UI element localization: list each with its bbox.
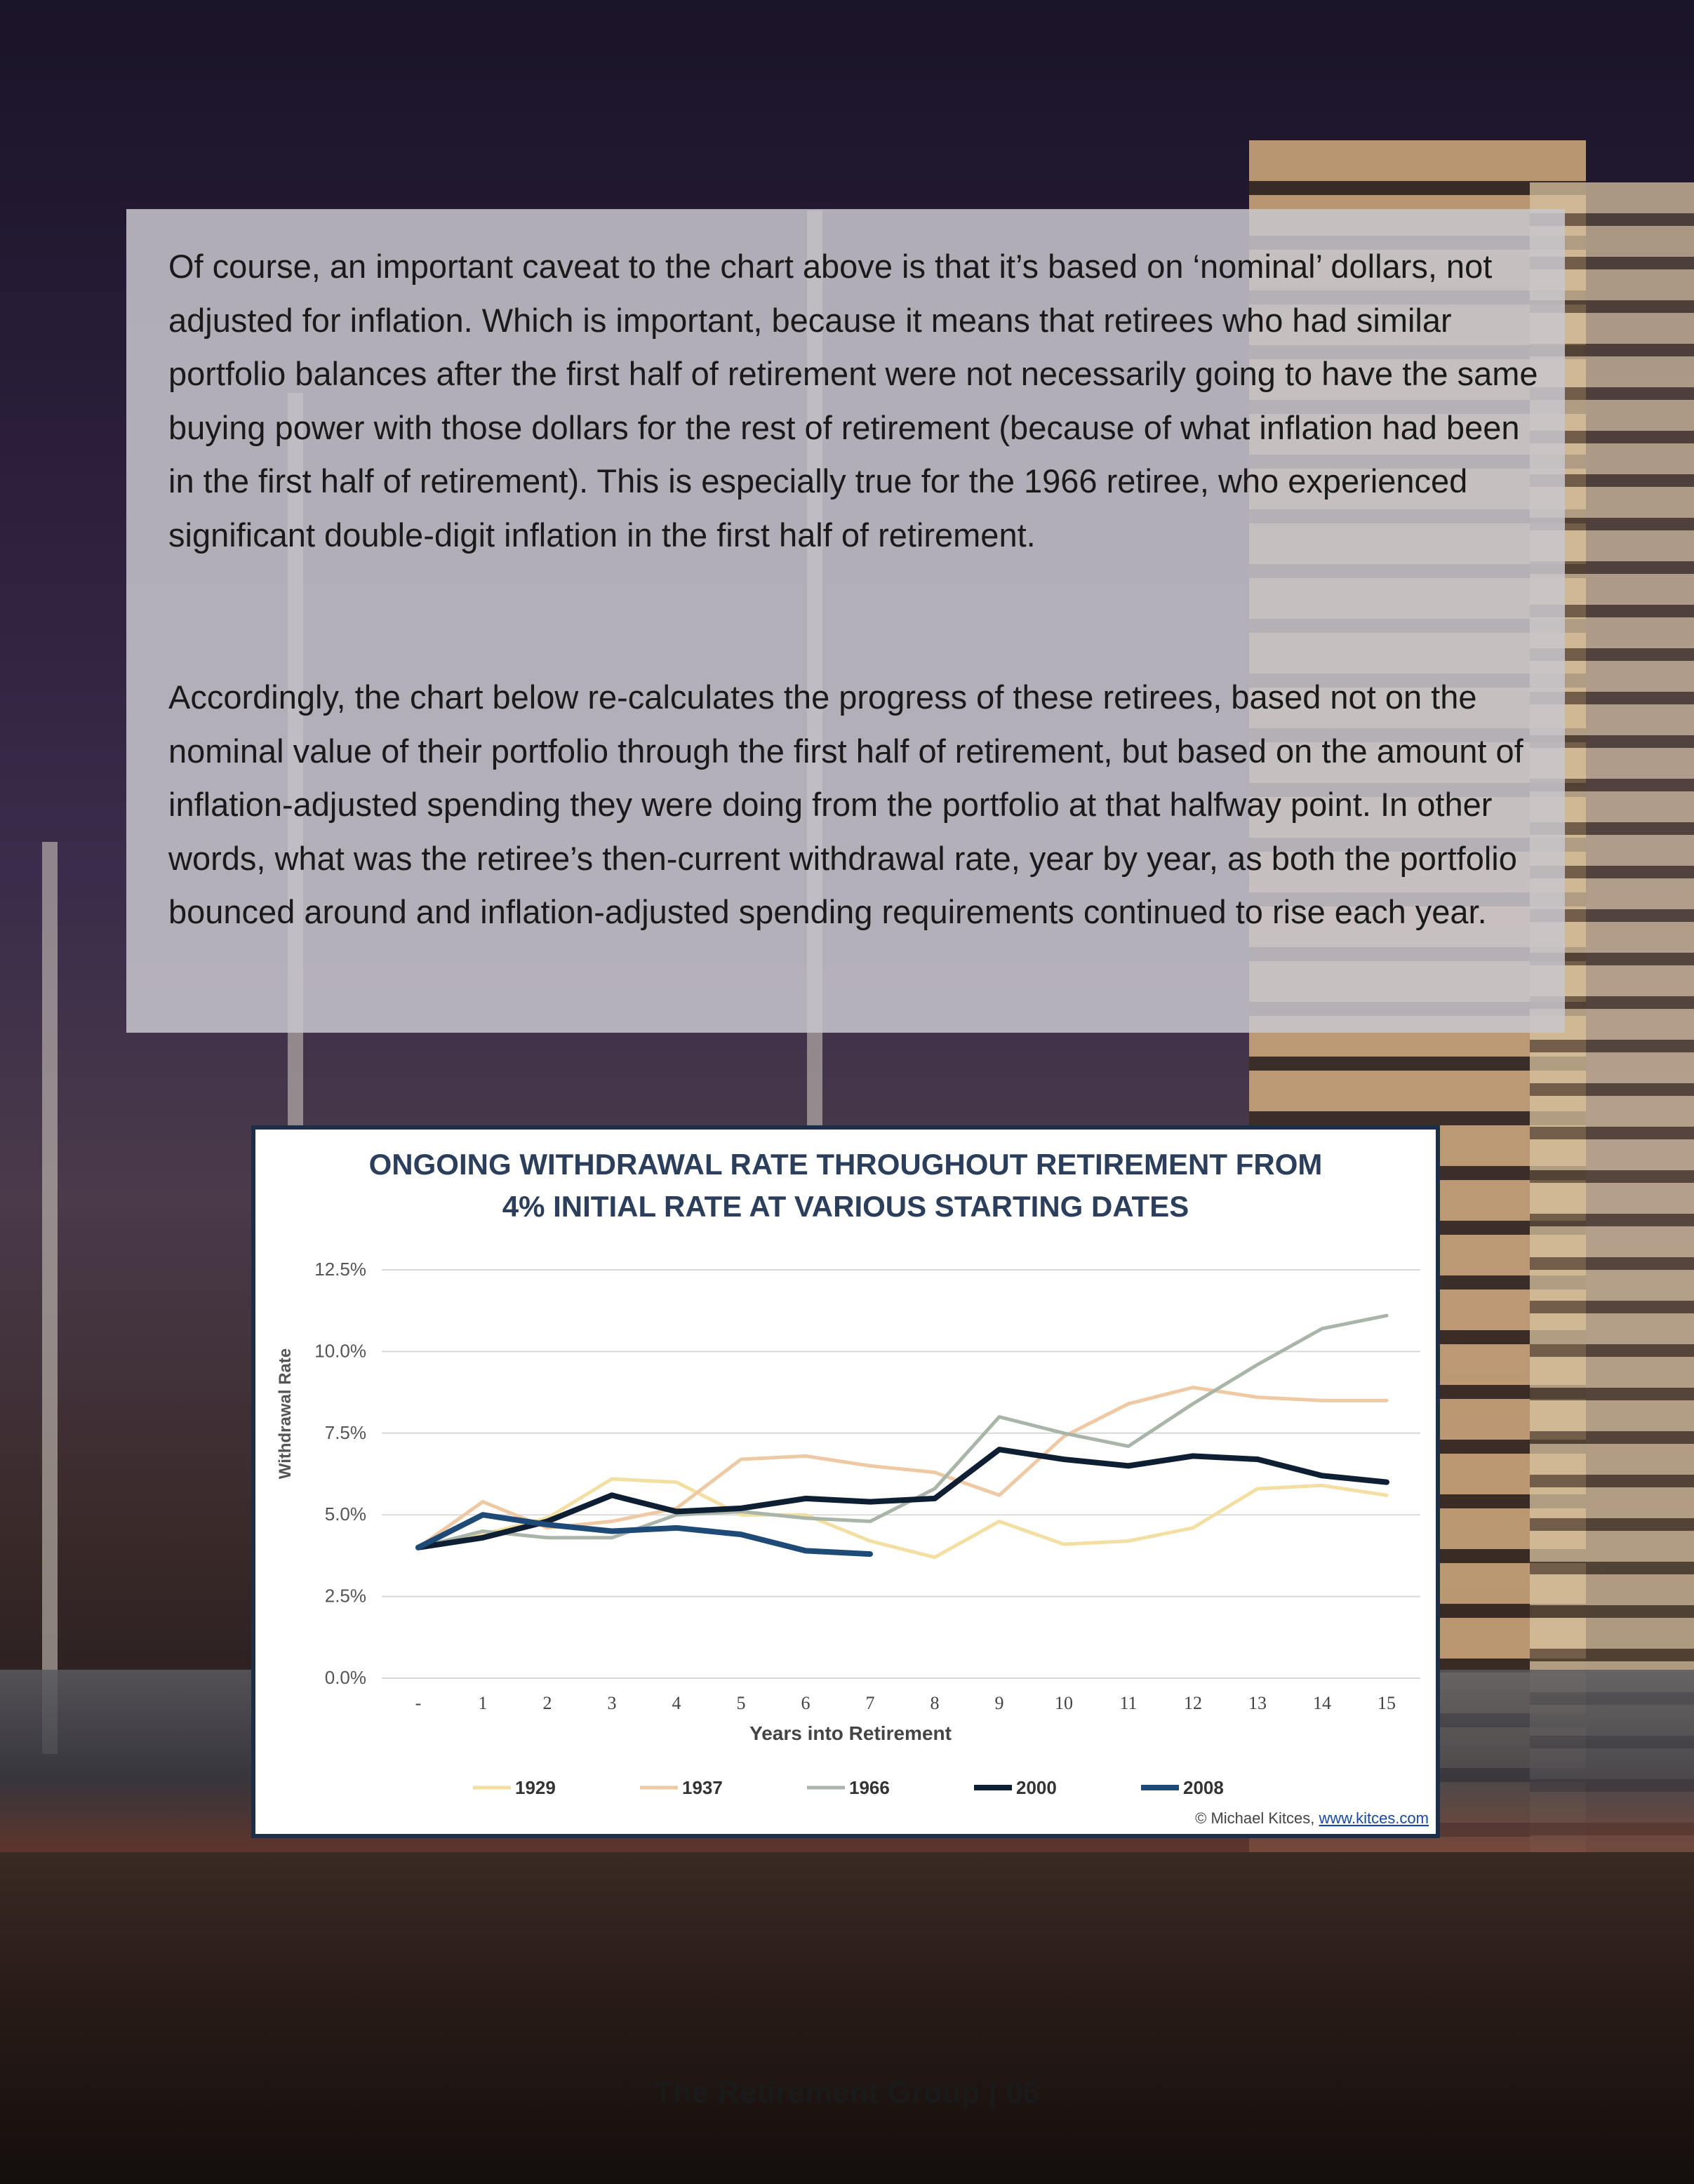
harbor-water [0,1852,1694,2184]
legend-label-1929: 1929 [515,1777,556,1798]
chart-frame [251,1125,1440,1838]
series-line-1929 [418,1479,1387,1557]
legend-label-1937: 1937 [682,1777,723,1798]
x-tick-label: 4 [672,1693,681,1713]
x-tick-label: 5 [736,1693,746,1713]
y-tick-label: 10.0% [314,1340,366,1362]
legend-label-1966: 1966 [849,1777,890,1798]
x-tick-label: 13 [1248,1693,1267,1713]
x-tick-label: 14 [1313,1693,1331,1713]
x-tick-label: 15 [1378,1693,1396,1713]
ship-mast [42,842,58,1754]
y-axis-label: Withdrawal Rate [276,1348,295,1480]
paragraph: Accordingly, the chart below re-calculates the progress of these retirees, based not on the nominal value of their portfolio through the first half of retirement, but based on the amount of inflation-adjusted spending they were doing from the portfolio at that halfway point. In other words, what was the retiree’s then-current withdrawal rate, year by year, as both the portfolio bounced around and inflation-adjusted spending requirements continued to rise each year. [168,678,1523,930]
x-tick-label: 3 [607,1693,617,1713]
credit-prefix: © Michael Kitces, [1195,1809,1319,1827]
chart-title: 4% INITIAL RATE AT VARIOUS STARTING DATES [502,1190,1189,1223]
legend-label-2008: 2008 [1183,1777,1224,1798]
chart-credit [1195,1809,1429,1827]
x-tick-label: 8 [930,1693,940,1713]
x-axis-label: Years into Retirement [749,1722,952,1744]
y-tick-label: 12.5% [314,1259,366,1280]
x-tick-label: 7 [865,1693,875,1713]
text-panel [126,209,1565,1033]
withdrawal-rate-chart [255,1130,1436,1834]
x-tick-label: 2 [542,1693,552,1713]
y-tick-label: 2.5% [324,1585,366,1607]
y-tick-label: 7.5% [324,1421,366,1443]
page-footer: The Retirement Group | 06 [653,2075,1041,2110]
credit-link[interactable]: www.kitces.com [1319,1809,1429,1827]
x-tick-label: 10 [1055,1693,1073,1713]
x-tick-label: 11 [1119,1693,1138,1713]
legend-label-2000: 2000 [1016,1777,1057,1798]
y-tick-label: 0.0% [324,1667,366,1688]
x-tick-label: 12 [1184,1693,1202,1713]
y-tick-label: 5.0% [324,1503,366,1525]
chart-title: ONGOING WITHDRAWAL RATE THROUGHOUT RETIREMENT FROM [368,1148,1323,1181]
x-tick-label: 1 [478,1693,488,1713]
x-tick-label: 6 [801,1693,811,1713]
x-tick-label: - [415,1693,422,1713]
paragraph: Of course, an important caveat to the chart above is that it’s based on ‘nominal’ dollars, not adjusted for inflation. Which is important, because it means that retirees who had similar portfolio balances after the first half of retirement were not necessarily going to have the same buying power with those dollars for the rest of retirement (because of what inflation had been in the first half of retirement). This is especially true for the 1966 retiree, who experienced significant double-digit inflation in the first half of retirement. [168,248,1538,554]
x-tick-label: 9 [994,1693,1004,1713]
